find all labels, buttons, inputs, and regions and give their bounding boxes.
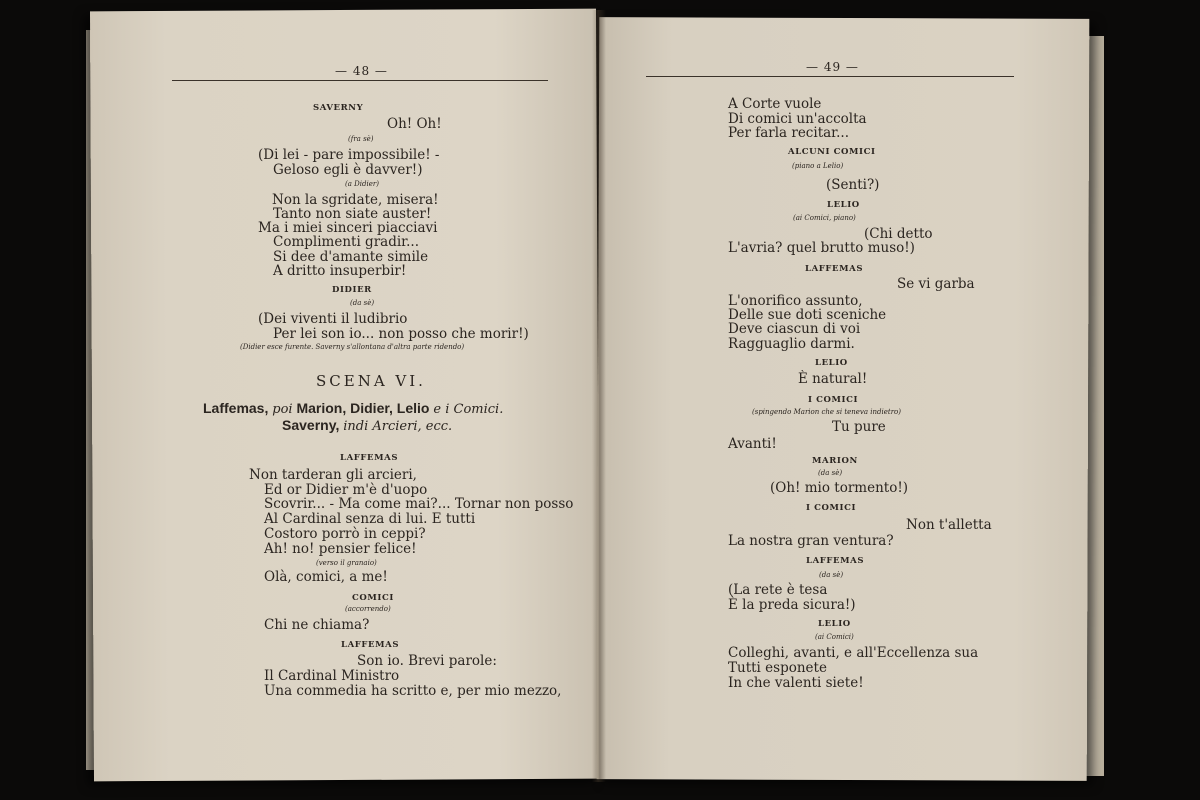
right-line-31-verse: (La rete è tesa: [728, 582, 828, 598]
left-line-1-speaker: SAVERNY: [313, 103, 364, 113]
left-line-10-verse: Complimenti gradir...: [273, 234, 420, 250]
right-line-9-verse: (Chi detto: [864, 226, 933, 242]
right-line-12-verse: Se vi garba: [897, 276, 975, 292]
left-line-13-speaker: DIDIER: [332, 285, 372, 295]
right-line-25-verse: (Oh! mio tormento!): [770, 480, 909, 496]
left-line-32-verse: Chi ne chiama?: [264, 617, 370, 633]
right-line-23-speaker: MARION: [812, 456, 858, 466]
left-line-22-verse: Non tarderan gli arcieri,: [249, 467, 417, 483]
right-line-18-verse: È natural!: [798, 371, 868, 387]
right-line-24-direction: (da sè): [818, 469, 843, 477]
left-line-4-verse: (Di lei - pare impossibile! -: [258, 147, 440, 163]
right-line-17-speaker: LELIO: [815, 358, 848, 368]
left-line-12-verse: A dritto insuperbir!: [273, 263, 407, 279]
right-line-26-speaker: I COMICI: [806, 503, 857, 513]
right-line-35-verse: Colleghi, avanti, e all'Eccellenza sua: [728, 645, 979, 661]
left-line-16-verse: Per lei son io... non posso che morir!): [273, 326, 529, 342]
left-line-26-verse: Costoro porrò in ceppi?: [264, 526, 426, 542]
right-line-30-direction: (da sè): [819, 571, 844, 579]
right-line-5-direction: (piano a Lelio): [792, 162, 844, 170]
right-line-22-verse: Avanti!: [728, 436, 777, 452]
right-line-19-speaker: I COMICI: [808, 395, 859, 405]
book-gutter: [592, 10, 606, 782]
left-line-30-speaker: COMICI: [352, 593, 394, 603]
right-line-11-speaker: LAFFEMAS: [805, 264, 864, 274]
right-line-6-verse: (Senti?): [826, 177, 880, 193]
right-line-8-direction: (ai Comici, piano): [793, 214, 856, 222]
right-line-7-speaker: LELIO: [827, 200, 860, 210]
right-line-14-verse: Delle sue doti sceniche: [728, 307, 887, 323]
left-line-14-direction: (da sè): [350, 299, 375, 307]
left-line-21-speaker: LAFFEMAS: [340, 453, 399, 463]
left-line-7-verse: Non la sgridate, misera!: [272, 192, 439, 208]
page-number-right: — 49 —: [806, 60, 859, 74]
left-line-33-speaker: LAFFEMAS: [341, 640, 400, 650]
right-line-21-verse: Tu pure: [832, 419, 886, 435]
left-line-35-verse: Il Cardinal Ministro: [264, 668, 400, 684]
left-line-5-verse: Geloso egli è davver!): [273, 162, 423, 178]
right-line-32-verse: È la preda sicura!): [728, 597, 856, 613]
left-line-3-direction: (fra sè): [348, 135, 374, 143]
page-number-left: — 48 —: [335, 64, 388, 78]
right-line-2-verse: Di comici un'accolta: [728, 111, 867, 127]
right-line-34-direction: (ai Comici): [815, 633, 854, 641]
left-line-2-verse: Oh! Oh!: [387, 116, 442, 132]
right-line-1-verse: A Corte vuole: [728, 96, 822, 112]
right-line-13-verse: L'onorifico assunto,: [728, 293, 863, 309]
left-line-28-direction: (verso il granaio): [316, 559, 377, 567]
left-line-17-direction: (Didier esce furente. Saverny s'allontana d'altra parte ridendo): [240, 343, 465, 351]
left-line-25-verse: Al Cardinal senza di lui. E tutti: [264, 511, 476, 527]
left-line-31-direction: (accorrendo): [345, 605, 391, 613]
right-line-29-speaker: LAFFEMAS: [806, 556, 865, 566]
right-line-16-verse: Ragguaglio darmi.: [728, 336, 855, 352]
left-line-8-verse: Tanto non siate auster!: [273, 206, 432, 222]
left-line-24-verse: Scovrir... - Ma come mai?... Tornar non posso: [264, 496, 574, 512]
left-line-36-verse: Una commedia ha scritto e, per mio mezzo,: [264, 683, 562, 699]
right-line-20-direction: (spingendo Marion che si teneva indietro): [752, 408, 902, 416]
left-line-19-cast: Laffemas, poi Marion, Didier, Lelio e i Comici.: [203, 400, 504, 417]
right-line-37-verse: In che valenti siete!: [728, 675, 864, 691]
right-line-36-verse: Tutti esponete: [728, 660, 827, 676]
right-line-4-speaker: ALCUNI COMICI: [788, 147, 876, 157]
left-line-11-verse: Si dee d'amante simile: [273, 249, 429, 265]
left-line-34-verse: Son io. Brevi parole:: [357, 653, 497, 669]
left-page: [90, 9, 600, 782]
right-line-33-speaker: LELIO: [818, 619, 851, 629]
header-rule-right: [646, 76, 1014, 77]
right-line-28-verse: La nostra gran ventura?: [728, 533, 894, 549]
left-line-6-direction: (a Didier): [345, 180, 379, 188]
header-rule-left: [172, 80, 548, 81]
left-line-29-verse: Olà, comici, a me!: [264, 569, 388, 585]
left-line-15-verse: (Dei viventi il ludibrio: [258, 311, 408, 327]
right-line-3-verse: Per farla recitar...: [728, 125, 850, 141]
left-line-27-verse: Ah! no! pensier felice!: [264, 541, 417, 557]
right-line-27-verse: Non t'alletta: [906, 517, 992, 533]
left-line-20-cast: Saverny, indi Arcieri, ecc.: [282, 417, 453, 434]
right-line-15-verse: Deve ciascun di voi: [728, 321, 861, 337]
left-line-9-verse: Ma i miei sinceri piacciavi: [258, 220, 438, 236]
left-line-23-verse: Ed or Didier m'è d'uopo: [264, 482, 428, 498]
left-line-18-scene-heading: SCENA VI.: [316, 372, 426, 390]
right-line-10-verse: L'avria? quel brutto muso!): [728, 240, 915, 256]
